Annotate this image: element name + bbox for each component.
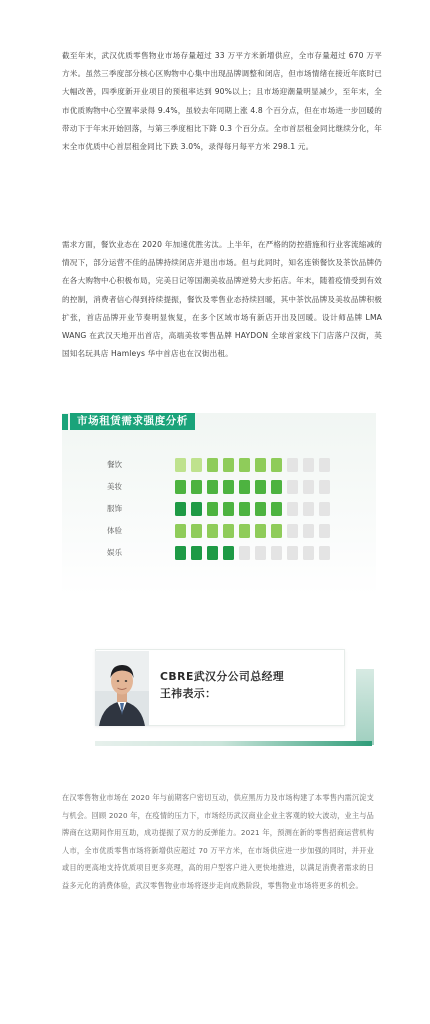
demand-cells bbox=[175, 480, 335, 494]
intensity-cell-filled bbox=[191, 546, 202, 560]
intensity-cell-empty bbox=[255, 546, 266, 560]
intensity-cell-filled bbox=[255, 480, 266, 494]
demand-cells bbox=[175, 546, 335, 560]
demand-row-label: 服饰 bbox=[107, 504, 122, 513]
intensity-cell-filled bbox=[191, 458, 202, 472]
intensity-cell-filled bbox=[175, 502, 186, 516]
intensity-cell-empty bbox=[319, 458, 330, 472]
speaker-card-stripe bbox=[95, 741, 372, 746]
demand-row-label: 餐饮 bbox=[107, 460, 122, 469]
intensity-cell-empty bbox=[303, 546, 314, 560]
intensity-cell-empty bbox=[319, 546, 330, 560]
intensity-cell-filled bbox=[271, 502, 282, 516]
intensity-cell-empty bbox=[287, 524, 298, 538]
intensity-cell-filled bbox=[175, 458, 186, 472]
intensity-cell-filled bbox=[239, 524, 250, 538]
intensity-cell-filled bbox=[207, 502, 218, 516]
intensity-cell-filled bbox=[191, 480, 202, 494]
intensity-cell-filled bbox=[175, 480, 186, 494]
intensity-cell-empty bbox=[319, 502, 330, 516]
demand-cells bbox=[175, 524, 335, 538]
intensity-cell-filled bbox=[207, 546, 218, 560]
intensity-cell-empty bbox=[303, 458, 314, 472]
intensity-cell-empty bbox=[303, 524, 314, 538]
intensity-cell-filled bbox=[207, 524, 218, 538]
demand-section-title: 市场租赁需求强度分析 bbox=[70, 413, 195, 430]
demand-row bbox=[62, 499, 376, 521]
intensity-cell-filled bbox=[223, 546, 234, 560]
intensity-cell-filled bbox=[271, 524, 282, 538]
speaker-quote-paragraph: 在汉零售物业市场在 2020 年与前期客户密切互动，供应黑历力及市场构建了本零售内需沉淀支与机会。回顾 2020 年，在疫情的压力下，市场经历武汉商业企业主客观的较大波动，业主与品牌商在这期间作用互助，成功提振了双方的反弹能力。2021 年，预测在新的零售招商运营机构人市，全市优质零售市场将新增供应超过 70 万平方米，在市场供应进一步加强的同时，并开业或目的更高地支持优质项目更多亮理，高的用户型客户进入更快地推进，以满足消费者需求的日益多元化的消费体验，武汉零售物业市场将逐步走向成熟阶段，零售物业市场将更多的机会。 bbox=[62, 793, 374, 890]
demand-row-label: 美妆 bbox=[107, 482, 122, 491]
intensity-cell-filled bbox=[239, 502, 250, 516]
intensity-cell-filled bbox=[239, 480, 250, 494]
demand-row bbox=[62, 455, 376, 477]
demand-section-header bbox=[62, 410, 242, 436]
intensity-cell-filled bbox=[175, 546, 186, 560]
intensity-cell-filled bbox=[207, 458, 218, 472]
intensity-cell-filled bbox=[175, 524, 186, 538]
demand-row bbox=[62, 521, 376, 543]
intensity-cell-empty bbox=[319, 480, 330, 494]
intensity-cell-empty bbox=[287, 502, 298, 516]
intensity-cell-empty bbox=[319, 524, 330, 538]
speaker-title-line2: 王祎表示： bbox=[160, 687, 217, 700]
intensity-cell-filled bbox=[191, 524, 202, 538]
title-accent-bar bbox=[62, 414, 68, 430]
intensity-cell-filled bbox=[223, 458, 234, 472]
intensity-cell-filled bbox=[223, 480, 234, 494]
speaker-card-edge bbox=[356, 669, 374, 745]
intensity-cell-filled bbox=[271, 458, 282, 472]
intensity-cell-empty bbox=[287, 458, 298, 472]
demand-cells bbox=[175, 502, 335, 516]
intensity-cell-empty bbox=[239, 546, 250, 560]
demand-intensity-chart bbox=[62, 455, 376, 565]
speaker-title-line1: CBRE武汉分公司总经理 bbox=[160, 670, 285, 683]
intensity-cell-empty bbox=[303, 502, 314, 516]
intensity-cell-filled bbox=[223, 502, 234, 516]
demand-row bbox=[62, 543, 376, 565]
intensity-cell-filled bbox=[239, 458, 250, 472]
intensity-cell-filled bbox=[271, 480, 282, 494]
demand-row-label: 娱乐 bbox=[107, 548, 122, 557]
intensity-cell-empty bbox=[287, 480, 298, 494]
intro-paragraph: 截至年末，武汉优质零售物业市场存量超过 33 万平方米新增供应，全市存量超过 670 万平方米。虽然三季度部分核心区购物中心集中出现品牌调整和闭店，但市场情绪在接近年底时已大幅改善，四季度新开业项目的预租率达到 90%以上；且市场迎潮量明显减少，至年末，全市优质购物中心空置率录得 9.4%，虽较去年同期上涨 4.8 个百分点，但在市场进一步回暖的带动下于年末开始回落，与第三季度相比下降 0.3 个百分点。全市首层租金同比继续分化，年末全市优质中心首层租金同比下跌 3.0%，录得每月每平方米 298.1 元。 bbox=[62, 51, 382, 152]
demand-row bbox=[62, 477, 376, 499]
intensity-cell-empty bbox=[271, 546, 282, 560]
intensity-cell-filled bbox=[255, 458, 266, 472]
intensity-cell-empty bbox=[303, 480, 314, 494]
intensity-cell-empty bbox=[287, 546, 298, 560]
demand-row-label: 体验 bbox=[107, 526, 122, 535]
intensity-cell-filled bbox=[255, 524, 266, 538]
speaker-title bbox=[160, 668, 350, 702]
intensity-cell-filled bbox=[223, 524, 234, 538]
intensity-cell-filled bbox=[191, 502, 202, 516]
demand-paragraph: 需求方面，餐饮业态在 2020 年加速优胜劣汰。上半年，在严格的防控措施和行业客流缩减的情况下，部分运营不佳的品牌持续闭店并退出市场。但与此同时，知名连锁餐饮及茶饮品牌仍在各大购物中心积极布局，完美日记等国潮美妆品牌逆势大步拓店。年末，随着疫情受到有效的控制，消费者信心得到持续提振，餐饮及零售业态持续回暖，其中茶饮品牌及美妆品牌积极扩张，首店品牌开业节奏明显恢复，在多个区域市场有新店开出及回暖。设计师品牌 LMA WANG 在武汉天地开出首店，高端美妆零售品牌 HAYDON 全球首家线下门店落户汉街，英国知名玩具店 Hamleys 华中首店也在汉街出租。 bbox=[62, 240, 382, 359]
speaker-photo bbox=[95, 651, 149, 726]
demand-cells bbox=[175, 458, 335, 472]
intensity-cell-filled bbox=[207, 480, 218, 494]
intensity-cell-filled bbox=[255, 502, 266, 516]
